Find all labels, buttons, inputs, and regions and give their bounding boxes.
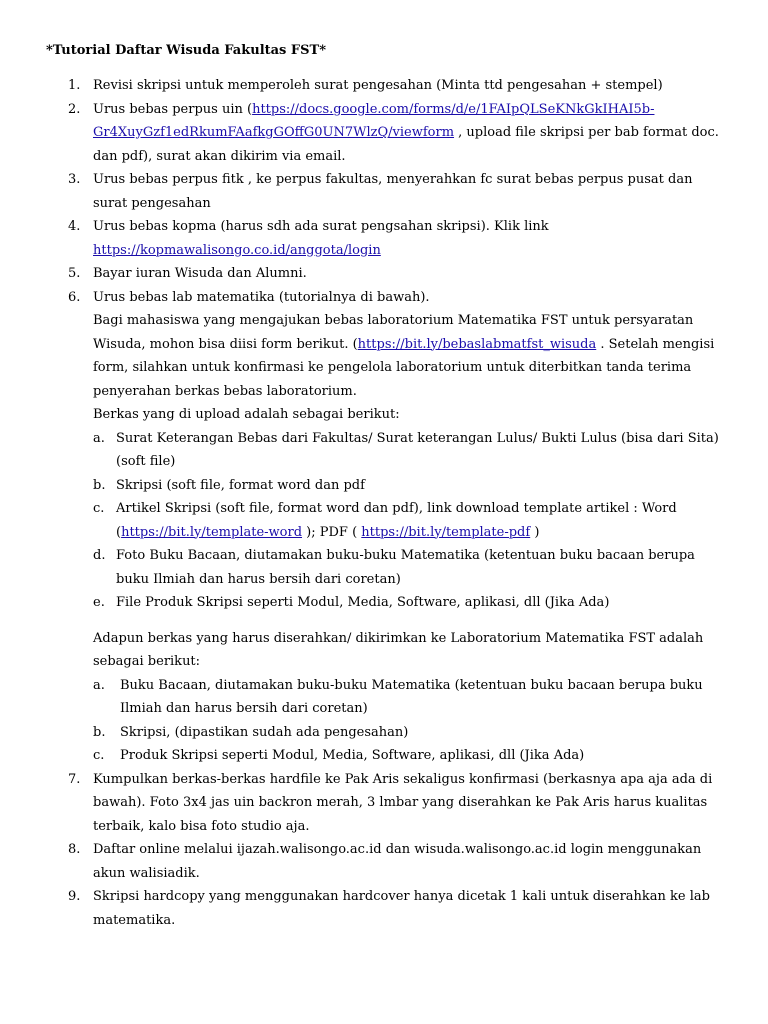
step-text: Bayar iuran Wisuda dan Alumni. (93, 266, 307, 281)
kopma-login-link[interactable]: https://kopmawalisongo.co.id/anggota/login (93, 242, 381, 258)
step-5 (0, 262, 768, 286)
step-4 (0, 215, 768, 262)
step-text: Urus bebas perpus uin ( (93, 101, 253, 117)
step-2 (0, 98, 768, 169)
perpus-uin-form-link[interactable]: https://docs.google.com/forms/d/e/1FAIpQLSeKNkGkIHAI5b- (252, 101, 655, 117)
submit-heading: Adapun berkas yang harus diserahkan/ dikirimkan ke Laboratorium Matematika FST adalah sebagai berikut: (93, 630, 704, 669)
upload-item-a (0, 427, 768, 474)
step-number: 3. (68, 172, 81, 187)
upload-item-b (0, 474, 768, 498)
item-letter: e. (93, 595, 105, 610)
upload-item-c: c. Artikel Skripsi (soft file, format word dan pdf), link download template artikel : Word (https://bit.ly/template-word ); PDF ( https://bit.ly/template-pdf ) (0, 497, 768, 544)
item-text: Foto Buku Bacaan, diutamakan buku-buku Matematika (ketentuan buku bacaan berupa buku Ilmiah dan harus bersih dari coretan) (116, 548, 695, 587)
item-letter: a. (93, 430, 105, 446)
step-6 (0, 286, 768, 310)
template-word-link[interactable]: https://bit.ly/template-word (121, 524, 303, 540)
item-letter: d. (93, 548, 106, 563)
step-number: 1. (68, 78, 81, 93)
lab-intro-paragraph: Bagi mahasiswa yang mengajukan bebas laboratorium Matematika FST untuk persyaratan Wisuda, mohon bisa diisi form berikut. (https://bit.ly/bebaslabmatfst_wisuda . Setelah mengisi form, silahkan untuk konfirmasi ke pengelola laboratorium untuk diterbitkan tanda terima penyerahan berkas bebas laboratorium. (93, 313, 715, 399)
item-text: Skripsi (soft file, format word dan pdf (116, 477, 365, 493)
submit-item-c (0, 744, 768, 768)
step-text-cont: , upload file skripsi per bab format doc. dan pdf), surat akan dikirim via email. (93, 125, 719, 164)
submit-item-a (0, 674, 768, 721)
step-number: 9. (68, 889, 81, 904)
upload-heading: Berkas yang di upload adalah sebagai berikut: (93, 407, 400, 422)
bebas-lab-form-link[interactable]: https://bit.ly/bebaslabmatfst_wisuda (357, 336, 597, 352)
submit-item-b (0, 721, 768, 745)
step-number: 6. (68, 289, 81, 305)
item-text: Artikel Skripsi (soft file, format word dan pdf), link download template artikel : Word ( (116, 501, 677, 540)
step-number: 5. (68, 266, 81, 281)
item-text: File Produk Skripsi seperti Modul, Media, Software, aplikasi, dll (Jika Ada) (116, 595, 610, 610)
step-7 (0, 768, 768, 839)
item-letter: a. (93, 677, 105, 693)
upload-item-d (0, 544, 768, 591)
item-text: Buku Bacaan, diutamakan buku-buku Matematika (ketentuan buku bacaan berupa buku Ilmiah dan harus bersih dari coretan) (120, 677, 703, 716)
page-title: *Tutorial Daftar Wisuda Fakultas FST* (46, 43, 326, 58)
step-text: Urus bebas perpus fitk , ke perpus fakultas, menyerahkan fc surat bebas perpus pusat dan surat pengesahan (93, 172, 693, 211)
step-3 (0, 168, 768, 215)
step-text: Daftar online melalui ijazah.walisongo.ac.id dan wisuda.walisongo.ac.id login menggunakan akun walisiadik. (93, 842, 702, 881)
step-text: Revisi skripsi untuk memperoleh surat pengesahan (Minta ttd pengesahan + stempel) (93, 78, 663, 93)
item-letter: b. (93, 477, 106, 493)
item-text: Skripsi, (dipastikan sudah ada pengesahan) (120, 724, 409, 740)
step-number: 7. (68, 771, 81, 787)
step-text: Urus bebas lab matematika (tutorialnya di bawah). (93, 289, 430, 305)
item-letter: c. (93, 501, 105, 516)
item-text: Surat Keterangan Bebas dari Fakultas/ Surat keterangan Lulus/ Bukti Lulus (bisa dari Sita) (soft file) (116, 430, 719, 469)
step-1 (0, 74, 768, 98)
item-text: Produk Skripsi seperti Modul, Media, Software, aplikasi, dll (Jika Ada) (120, 748, 585, 763)
step-9 (0, 885, 768, 932)
spacer (0, 615, 768, 627)
item-letter: b. (93, 724, 106, 740)
step-number: 4. (68, 219, 81, 234)
item-letter: c. (93, 748, 105, 763)
step-number: 2. (68, 101, 81, 117)
step-8 (0, 838, 768, 885)
template-pdf-link[interactable]: https://bit.ly/template-pdf (361, 524, 531, 540)
perpus-uin-form-link-cont[interactable]: Gr4XuyGzf1edRkumFAafkgGOffG0UN7WlzQ/viewform (93, 125, 455, 140)
step-text: Skripsi hardcopy yang menggunakan hardcover hanya dicetak 1 kali untuk diserahkan ke lab matematika. (93, 889, 710, 928)
step-number: 8. (68, 842, 81, 857)
step-text: Kumpulkan berkas-berkas hardfile ke Pak Aris sekaligus konfirmasi (berkasnya apa aja ada di bawah). Foto 3x4 jas uin backron merah, 3 lmbar yang diserahkan ke Pak Aris harus kualitas terbaik, kalo bisa foto studio aja. (93, 771, 713, 834)
step-text: Urus bebas kopma (harus sdh ada surat pengsahan skripsi). Klik link (93, 219, 549, 234)
steps-list (0, 74, 768, 932)
upload-item-e (0, 591, 768, 615)
